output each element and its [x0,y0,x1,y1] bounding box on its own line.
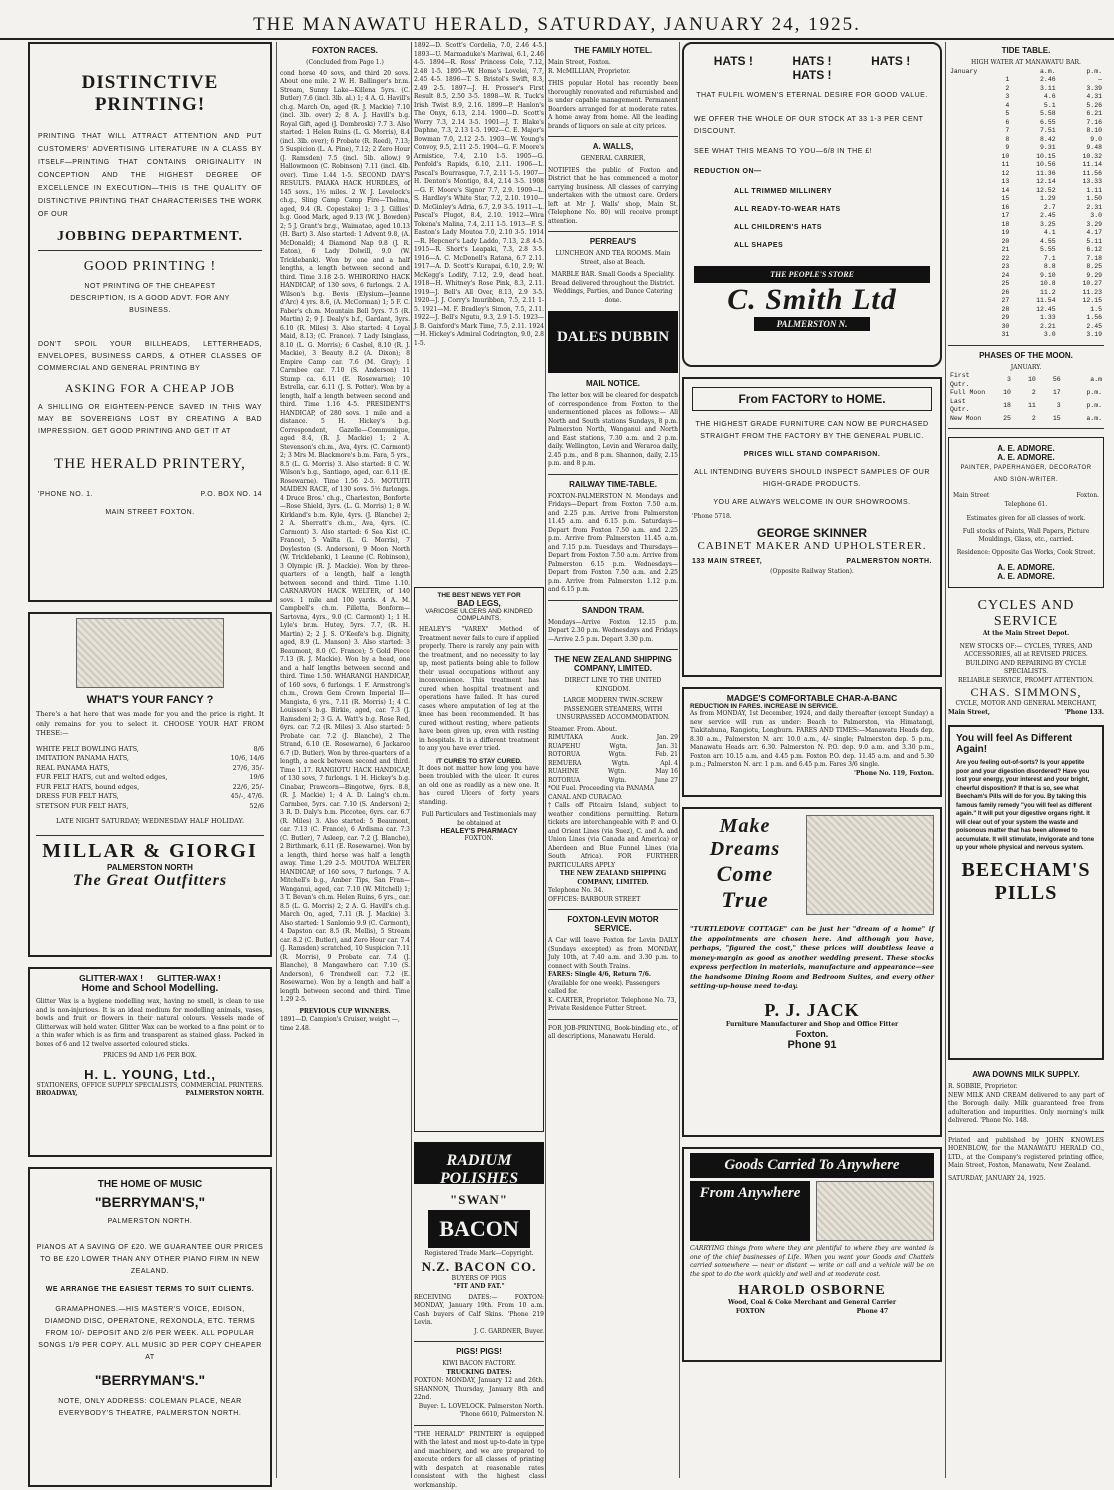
printery-address: MAIN STREET FOXTON. [38,507,262,519]
cup-winners-list: 1892—D. Scott's Cordelia, 7.0, 2.46 4-5. 1893—U. Marmaduke's Mariwai, 6.1, 2.46 4-5. 1894—R. Ross' Princess Cole, 7.12, 2.48 1-5. 1895—W. Home's Lovelei, 7.7, 2.45 4-5. 1896—T. S. Bristol's Swift, 8.3, 2.49 2-5. 1897—J. H. Prosser's First Result 8.5, 2.50 3-5. 1898—W. R. Tuck's Irish Twist 8.9, 2.16. 1899—P. Hanlon's The Onyx, 6.13, 2.14. 1900—D. Scott's Worry 7.3, 2.14 3-5. 1901—J. T. Blake's Daphne, 7.3, 2.13 1-5. 1902—C. E. Major's Bowman 7.0, 2.12 2-5. 1903—W. Young's Convoy, 9.5, 2.11 2-5. 1904—G. F. Moore's Armistice, 7.4, 2.10 1-5. 1905—G. Penfold's Rapids, 6.10, 2.11. 1906—L. Pascal's Bourrasque, 7.7, 2.11 1-5. 1907—H. Denton's Montigo, 8.4, 2.14 3-5. 1908—G. F. Moore's Signor 7.7, 2.9. 1909—L. S. Hardley's White Star, 7.2, 2.10. 1910—D. McGinley's Adria, 6.7, 2.9 3-5. 1911—L. Pascal's Plugot, 8.4, 2.10. 1912—Wira Tokena's Malina, 7.4, 2.11 1-5. 1913—F. S. Easton's Lady Moutoa 7.0, 2.10 3-5. 1914—R. Hepcner's Lady Laddo, 7.13, 2.8 4-5. 1915—R. Short's Leapaki, 7.3, 2.8 3-5. 1916—A. C. McDonell's Ratana, 6.7 2.11. 1917—A. D. Scott's Kurapai, 6.10, 2.9; W. McKegg's Lodify, 7.12, 2.9, dead heat. 1918—H. Whitney's Rose Pink, 8.3, 2.11. 1919—J. Bell's All Over, 8.13, 2.9 3-5. 1920—J. J. Corry's Imuribbon, 7.5, 2.11 1-5. 1921—M. F. Bradley's Simon, 7.5, 2.11. 1922—J. Bell's Ngutu, 9.3, 2.9 1-5. 1923—J. B. Gaixford's Mark Time, 7.5, 2.11. 1924—H. Hickey's Admiral Codrington, 9.0, 2.8 1-5. [414,42,544,587]
moon-row: New Moon 25 2 15 a.m. [948,415,1104,424]
osborne-advert [682,1147,942,1362]
cycles-title: CYCLES AND SERVICE [948,598,1104,630]
dreams-line-2: Come True [690,861,800,913]
jobbing-heading: JOBBING DEPARTMENT. [38,229,262,245]
carrying-text: CARRYING things from where they are plentiful to where they are wanted is one of the chief businesses of Life. When you want your Goods and Chattels carried somewhere — near or distant — write or call and a vehicle will be on the spot to do the work quickly and well and at moderate cost. [690,1245,934,1279]
column-2 [280,42,410,1478]
cycles-reliable: RELIABLE SERVICE, PROMPT ATTENTION. [948,677,1104,686]
gardner-text: J. C. GARDNER, Buyer. [414,1328,544,1337]
ship-row: RIMUTAKA Auck. Jan. 29 [548,734,678,743]
printery-phone: 'PHONE NO. 1. [38,489,93,501]
glitter-body: Glitter Wax is a hygiene modelling wax, having no smell, is clean to use and is non-injurious. It is an ideal medium for modelling animals, vases, bowls and fruit or flowers in their natural colours. Vessels made of Glitterwax will hold water. Glitter Wax can be worked to a fine point or to a thin wafer which is as firm and transparent as stained glass. Packed in boxes of 6 and 12 twelve assorted coloured sticks. [36,998,264,1049]
column-1 [28,42,272,1478]
tide-row: 27 11.54 12.15 [948,297,1104,306]
moon-month: JANUARY. [948,364,1104,373]
printing-advert [28,42,272,602]
swan-bacon-advert [414,1192,544,1336]
hotel-title: THE FAMILY HOTEL. [548,46,678,55]
tide-row: 10 10.15 10.32 [948,153,1104,162]
beechams-pills-logo: BEECHAM'S PILLS [956,859,1096,905]
osborne-name: HAROLD OSBORNE [690,1283,934,1299]
admore-address-town: Foxton. [1076,492,1099,501]
particulars-text: Full Particulars and Testimonials may be obtained at [419,811,539,828]
dales-dubbin-logo: DALES DUBBIN [548,311,678,373]
cures-body: It does not matter how long you have been troubled with the ulcer. It cures an old one as readily as a new one. It has cured Ulcers of forty years standing. [419,765,539,808]
moon-row: Full Moon 10 2 17 p.m. [948,389,1104,398]
tide-row: 9 9.31 9.48 [948,144,1104,153]
tide-row: 13 12.14 13.33 [948,178,1104,187]
simmons-name: CHAS. SIMMONS, [948,685,1104,700]
simmons-trade: CYCLE, MOTOR AND GENERAL MERCHANT, [948,700,1104,709]
registered-text: Registered Trade Mark—Copyright. [414,1250,544,1259]
column-6 [948,42,1104,1478]
tide-row: 6 6.55 7.16 [948,119,1104,128]
fancy-body: There's a hat here that was made for you and the price is right. It only remains for you to select it. CHOOSE YOUR HAT FROM THESE:— [36,710,264,739]
osborne-phone: Phone 47 [857,1308,889,1317]
perreau-name: PERREAU'S [548,237,678,246]
column-4 [548,42,678,1478]
lovelock-text: Buyer: L. LOVELOCK. Palmerston North. 'Phone 6610, Palmerston N. [414,1403,544,1420]
printing-body: PRINTING THAT WILL ATTRACT ATTENTION AND PUT CUSTOMERS' ADVERTISING LITERATURE IN A CLASS BY ITSELF—PRINTING THAT CONTAINS ORIGINALITY IN CONCEPTION AND THE HIGHEST DEGREE OF EXCELLENCE IN EXECUTION—THIS IS THE QUALITY OF DISTINCTIVE PRINTING THAT CHARACTERISES THE WORK OF OUR [38,130,262,221]
column-rule [945,42,946,1478]
tide-table-subtitle: HIGH WATER AT MANAWATU BAR. [948,59,1104,68]
tide-row: 20 4.55 5.11 [948,238,1104,247]
jack-trade: Furniture Manufacturer and Shop and Office Fitter [690,1021,934,1030]
glitter-subtitle: Home and School Modelling. [36,983,264,994]
jack-town: Foxton. [690,1029,934,1039]
fares-sub: (Available for one week). Passengers called for. [548,980,678,997]
printery-pobox: P.O. BOX NO. 14 [201,489,262,501]
varicose-heading: VARICOSE ULCERS AND KINDRED COMPLAINTS. [419,608,539,622]
intending-buyers: ALL INTENDING BUYERS SHOULD INSPECT SAMPLES OF OUR HIGH-GRADE PRODUCTS. [692,467,932,491]
skinner-address-street: 133 MAIN STREET, [692,556,762,568]
berrymans-town: PALMERSTON NORTH. [36,1216,264,1228]
hat-price-row: FUR FELT HATS, bound edges, 22/6, 25/- [36,783,264,793]
hat-illustration [76,618,224,688]
turtledove-text: "TURTLEDOVE COTTAGE" can be just her "dream of a home" if the appointments are chosen here. And although you have, perhaps, "figured the cost," these prices will doubtless leave a money-margin as good as another wedding present. These stocks express perfection in materials, manufacture and appearance—see the handsome Dining Room and Bedroom Suites, and every other setting-up-house need to-day. [690,925,934,992]
skinner-phone: 'Phone 5718. [692,513,932,522]
jack-phone: Phone 91 [690,1039,934,1051]
reduction-item: ALL CHILDREN'S HATS [734,222,930,234]
pharmacy-name: HEALEY'S PHARMACY [419,828,539,835]
tide-row: 24 9.10 9.29 [948,272,1104,281]
bacon-logo: BACON [428,1210,530,1248]
hat-price-row: WHITE FELT BOWLING HATS, 8/6 [36,745,264,755]
healeys-advert [414,587,544,1132]
madge-phone: 'Phone No. 119, Foxton. [690,770,934,779]
walls-name: A. WALLS, [548,142,678,151]
skinner-trade: CABINET MAKER AND UPHOLSTERER. [692,540,932,552]
buyers-text: BUYERS OF PIGS [414,1275,544,1284]
ship-row: RUAPEHU Wgtn. Jan. 31 [548,743,678,752]
factory-heading: From FACTORY to HOME. [692,387,932,411]
column-5 [682,42,942,1478]
tide-row: 1 2.46 — [948,76,1104,85]
admore-name-4: A. E. ADMORE. [953,572,1099,581]
tide-row: 4 5.1 5.26 [948,102,1104,111]
shipping-offices: OFFICES: BARBOUR STREET [548,896,678,905]
previous-cup-body: 1891—D. Campion's Cruiser, weight —, time 2.48. [280,1016,410,1033]
races-subtitle: (Concluded from Page 1.) [280,59,410,68]
beechams-headline: You will feel As Different Again! [956,733,1096,755]
shipping-telephone: Telephone No. 34. [548,887,678,896]
reduction-item: ALL TRIMMED MILLINERY [734,186,930,198]
tide-row: 25 10.8 10.27 [948,280,1104,289]
hats-4: HATS ! [694,68,930,82]
printery-name: THE HERALD PRINTERY, [38,456,262,473]
hats-2: HATS ! [792,54,831,68]
publisher-imprint: Printed and published by JOHN KNOWLES HOENBLOW, for the MANAWATU HERALD CO., LTD., at the Company's registered printing office, Main Street, Foxton, Manawatu, New Zealand. [948,1137,1104,1171]
goods-carried-banner: Goods Carried To Anywhere [690,1153,934,1178]
ship-row: ROTORUA Wgtn. June 27 [548,777,678,786]
direct-line-text: DIRECT LINE TO THE UNITED KINGDOM. [548,677,678,694]
berrymans-note: NOTE, ONLY ADDRESS: COLEMAN PLACE, NEAR EVERYBODY'S THEATRE, PALMERSTON NORTH. [36,1396,264,1420]
cheap-job-heading: ASKING FOR A CHEAP JOB [38,381,262,396]
hats-offer: WE OFFER THE WHOLE OF OUR STOCK AT 33 1-3 PER CENT DISCOUNT. [694,114,930,138]
mail-notice-body: The letter box will be cleared for despatch of correspondence from Foxton to the undermentioned places as follows:— All North and South stations Sundays, 8 p.m. Palmerston North, Wanganui and North and East stations, 7.30 a.m. and 2 p.m. daily. Wellington, Levin and Weraroa daily, 2.45 p.m., and 8 p.m. Shannon, daily, 2.15 p.m. and 8 p.m. [548,392,678,469]
ship-notes: †Calls off Pitcairn Island, subject to weather conditions permitting. Return tickets are interchangeable with P. and O. and Orient Lines (via Suez), C. and A. and Union Lines (via Canada and America) or Aberdeen and Blue Funnel Lines (via South Africa). FOR FURTHER PARTICULARS APPLY [548,802,678,870]
cycles-depot: At the Main Street Depot. [948,630,1104,639]
column-rule [545,42,546,1478]
trucking-body: FOXTON: MONDAY, January 12 and 26th. SHANNON, Thursday, January 8th and 22nd. [414,1377,544,1403]
music-title: THE HOME OF MUSIC [36,1179,264,1190]
hat-price-list [36,745,264,812]
marble-bar-text: MARBLE BAR. Small Goods a Speciality. Bread delivered throughout the District. Weddings, Parties, and Dance Catering done. [548,271,678,305]
hat-price-row: REAL PANAMA HATS, 27/6, 35/- [36,764,264,774]
tide-row: 21 5.55 6.12 [948,246,1104,255]
sobbie-text: R. SOBBIE, Proprietor. [948,1083,1104,1092]
hat-price-row: DRESS FUR FELT HATS, 45/-, 47/6. [36,792,264,802]
tide-row: 31 3.0 3.19 [948,331,1104,340]
hats-fulfil: THAT FULFIL WOMEN'S ETERNAL DESIRE FOR GOOD VALUE. [694,90,930,102]
young-address-street: BROADWAY, [36,1090,77,1099]
cycles-body: NEW STOCKS OF:— CYCLES, TYRES, AND ACCESSORIES, all at REVISED PRICES. BUILDING AND REPAIRING BY CYCLE SPECIALISTS. [948,643,1104,677]
column-rule [276,42,277,1478]
admore-telephone: Telephone 61. [953,501,1099,510]
tide-row: 23 8.8 8.25 [948,263,1104,272]
hat-price-row: STETSON FUR FELT HATS, 52/6 [36,802,264,812]
receiving-dates: RECEIVING DATES:— FOXTON: MONDAY, January 19th. From 10 a.m. Cash buyers of Calf Skins. 'Phone 219 Levin. [414,1294,544,1328]
herald-printery-text: "THE HERALD" PRINTERY is equipped with the latest and most up-to-date in type and machinery, and we are prepared to execute orders for all classes of printing with despatch at reasonable rates consistent with the highest class workmanship. [414,1431,544,1490]
jack-name: P. J. JACK [690,1000,934,1021]
simmons-address: Main Street, [948,709,990,718]
nz-bacon-name: N.Z. BACON CO. [414,1259,544,1275]
kiwi-bacon-text: KIWI BACON FACTORY. [414,1360,544,1369]
madge-advert [682,687,942,797]
luncheon-text: LUNCHEON AND TEA ROOMS. Main Street, also at Beach. [548,250,678,267]
imprint-date: SATURDAY, JANUARY 24, 1925. [948,1175,1104,1184]
masthead: THE MANAWATU HERALD, SATURDAY, JANUARY 24, 1925. [0,0,1114,40]
berrymans-big: "BERRYMAN'S." [36,1372,264,1388]
column-rule [679,42,680,1478]
berrymans-name: "BERRYMAN'S," [36,1194,264,1210]
levin-service-title: FOXTON-LEVIN MOTOR SERVICE. [548,915,678,933]
reduction-item: ALL READY-TO-WEAR HATS [734,204,930,216]
healeys-body: HEALEY'S "VAREX" Method of Treatment never fails to cure if applied properly. There is rarely any pain with the treatment, and no necessity to lay up, most patients being able to follow their usual occupations without any inconvenience. This treatment has cured when hospital treatment and operations have failed. It has cured cases where amputation of leg at the knee has been recommended. It has cured without resting, where patients have been given up, even with resting in hospitals. It is a different treatment to any you have ever tried. [419,626,539,754]
tide-row: 14 12.52 1.11 [948,187,1104,196]
races-results: cond horse 40 sovs, and third 20 sovs. About one mile. 2 W. H. Ballinger's br.m. Stream, Sunny Lake—Killena 5yrs. (C. Butler) 7.6 (incl. 3lb. al.) 1; 4 A. G. Havill's ch.g. March On, aged (R. J. Mackie) 7.10 (incl. 3lb. over) 2; 8 A. J. Havill's b.g. Royal Gift, aged (J. Dombroski) 7.7 3. Also started: 1 Helen Ruins (L. G. Morris), 8.4 (incl. 3lb. over); 6 Probate (R. Reed), 7.13; 5 Suspicion (L. A. Pine), 7.12; 2 Zero Hour (J. Ramsden) 7.5 (incl. 5lb. allow.) 9 Hallowmoon (C. Robinson) 7.11 (incl. 4lb. over). Time 1.44 1-5. SECOND DAY'S RESULTS. PAIAKA HACK HURDLES, of 145 sovs., 1½ miles. 2 W. J. Levelock's ch.g., Sling Camp Camp Fire—Thelma, aged, 9.4 (R. Copestake) 1; 3 J. Gillies' b.g. Good Mark, aged 9.13 (W. J. Bowden) 2; 5 J. Grant's br.g., Waimatao, aged 10.13 (H. Bart) 3. Also started: 1 Advent 9.8, (A. McDonald); 4 Diamond Nap 9.8 (J. R. Eaton), 6 Lady Dolwill, 9.0 (W. Tricklebank). Won by one and a half lengths, a length between second and third. Time 3.18 2-5. WHIRORINO HACK HANDICAP, of 130 sovs, 6 furlongs. 2 A. Wilson's b.g. Bevis (Elysium—Jeanne d'Arc) 4 yrs. 8.6, (A. McCorman) 1; 5 F. C. Faber's ch.m. Mountain Bell 5yrs. 7.5 (R. Martin) 2; 9 J. Dealy's b.f., Gardant, 3yrs. 6.10 (R. Miles) 3. Also started: 4 Loyal Maid, 8.13; (C. France). 7 Lady Isinglass, 8.10 (L. G. Morris); 6 Cashel, 8.10 (R. J. Mackie), 3 Beauty 8.2 (A. Dixon); 8 Empire Camp car. 7.6 (M. Gray); 1 Carmbee car. 7.10 (S. Anderson) 11 Stump ca. 6.11 (E. Rosewarne); 10 Estrella, car. 6.11 (J. S. Potter). Won by a length, half a length between second and third. Time 1.16 4-5. PRESIDENT'S HANDICAP, of 280 sovs. 1 mile and a distance. 5 H. Hickey's b.g. Correspondent, Gazelle—Communique, aged 8.4, (R. J. Mackie) 1; 2 A. Stevenson's ch.m., Ava, 4yrs. (C. Carmont) 2; 3 Mrs M. Blackmore's b.m. Fara, 5 yrs., 8.5 (L. G. Morris) 3. Also started: 8 C. W. Wilson's b.g., Santiago, aged, car. 6.11 (E. Rosewarne). Time 1.56 2-5. MOTUITI MAIDEN RACE, of 130 sovs. 5½ furlongs. 4 Druce Bros.' ch.g., Charleston, Bonforte—Rose Shield, 3yrs. (L. G. Morris) 1; 8 W. Kirkland's b.m. Kyle, 4yrs. (J. Blanche) 2; 2 A. Sherratt's ch.m., Ava, 4yrs. (C. Carmont) 3. Also started: 6 Sea Kist (C. France), 5 Vailta (L. G. Morris), 7 Doyleston (S. Anderson), 9 Moon North (W. Tricklebank), 1 Leaune (C. Robinson), 3 Olympic (R. J. Mackie). Won by three-quarters of a length, half a length between second and third. Time 1.10. CARNARVON HACK WELTER, of 140 sovs. 1 mile and 100 yards. 4 A. M. Campbell's ch.m. Filletta, Bonform—Sartovna, 4yrs., 9.0 (C. Carmont) 1; 1 H. Lyle's br.m. Hutey, 5yrs. 7.7, (R. H. Martin) 2; 2 J. S. O'Keefe's b.g. Dignity, aged, 8.9 (L. Manson) 3. Also started: 3 Beaumont, 8.0 (C. France); 5 Gold Piece 7.13 (R. J. Mackie). Won by a head, one and a half lengths between second and third. Time 1.50. WHARANGI HANDICAP, of 160 sovs, 6 furlongs. 1 F. Armstrong's ch.m., Crown Gem Crown Imperial II—Mangista, 6 yrs., 7.11 (R. Morris) 1; 4 C. Louisson's b.g. Birkie, aged, car. 7.3 (J. Ramsden) 2; 3 G. A. Watt's b.g. Rose Red, 6yrs. car. 7.2 (R. Miles) 3. Also started: 5 Probate car. 7.2 (J. Blanche), 2 The Strand, 6.10 (E. Rosewarne), 6 Jackaroo 6.7 (D. Butler). Won by three-quarters of a length, a neck between second and third. Time 1.17. RANGIOTU HACK HANDICAP, of 130 sovs, 7 furlongs. 1 H. Hickey's b.g. Cinabar, Prawcorn—Bingotwe, 6yrs. 8.8, (R. J. Mackie) 1; 4 A. D. Laing's ch.m. Carmbee, 5yrs. car. 7.10 (S. Anderson) 2; 3 R. D. Daly's b.m. Piccotee, 6yrs. car. 6.7 (R. Miles) 3. Also started: 5 Beaumont, car. 7.13 (C. France), 6 Ardisma car. 7.3 (C. Butler), 7 Asleep, car. 7.2 (J. Blanche), 2 Birthmark, 6.11 (E. Rosewarne). Won by a length, third horse was half a length away. Time 1.29 2-5. MOUTOA WELTER HANDICAP, of 160 sovs, 7 furlongs. 7 A. Mitchell's b.g., Amber Tips, San Fran—Wanganui, aged, car. 7.10 (W. Mitchell) 1; 3 T. Bevan's ch.m. Helen Ruins, 6 yrs., car. 8.5 (L. G. Morris) 2; 2 A. G. Havill's ch.g. March On, aged, 7.11 (R. J. Mackie) 3. Also started: 1 Sanlomio 9.9 (C. Carmont), 4 Dapston car. 8.5 (R. Mellis), 5 Stream car. 8.2 (C. Butler), and Zero Hour car. 7.4 (J. Ramsden) scratched, 10 Suspicion 7.11 (R. Morris), 9 Probate car. 7.4 (J. Blanche), 8 Mangawhero car. 7.10 (S. Anderson), 6 Trendwell car. 7.2 (E. Rosewarne). Won by a length and half a length between second and third. Time 1.29 2-5. [280,70,410,1005]
glitter-title: GLITTER-WAX ! GLITTER-WAX ! [36,973,264,983]
hats-advert [28,612,272,957]
admore-name-2: A. E. ADMORE. [953,453,1099,462]
jack-advert [682,807,942,1137]
cottage-illustration [806,815,934,915]
tide-table [948,68,1104,340]
osborne-trade: Wood, Coal & Coke Merchant and General Carrier [690,1299,934,1308]
admore-address-street: Main Street [953,492,989,501]
cures-heading: IT CURES TO STAY CURED. [419,758,539,765]
late-night-text: LATE NIGHT SATURDAY; WEDNESDAY HALF HOLIDAY. [36,817,264,827]
races-title: FOXTON RACES. [280,46,410,55]
milk-body: NEW MILK AND CREAM delivered to any part of the Borough daily. Milk guaranteed free from adulteration and impurities. Only morning's milk delivered. 'Phone No. 148. [948,1092,1104,1126]
hotel-proprietor: R. McMILLIAN, Proprietor. [548,68,678,77]
reduction-heading: REDUCTION ON— [694,166,930,178]
hats-3: HATS ! [871,54,910,68]
tide-row: 7 7.51 8.10 [948,127,1104,136]
railway-body: FOXTON-PALMERSTON N. Mondays and Fridays—Depart from Foxton 7.50 a.m. and 2.25 p.m. Arrive from Palmerston 11.45 a.m. and 6.15 p.m. Saturdays—Depart from Foxton 7.50 a.m. and 2.25 p.m. Arrive from Palmerston 11.45 a.m. and 7.15 p.m. Tuesdays and Thursdays—Depart from Foxton 7.50 a.m. Arrive from Palmerston 6.15 p.m. Wednesdays—Depart from Foxton 7.50 a.m. and 2.25 p.m. Arrive from Palmerston 1.12 p.m. and 6.15 p.m. [548,493,678,595]
nz-shipping-title-2: THE NEW ZEALAND SHIPPING COMPANY, LIMITED. [548,870,678,887]
tide-row: 22 7.1 7.18 [948,255,1104,264]
madge-subtitle: REDUCTION IN FARES. INCREASE IN SERVICE. [690,703,934,710]
tide-table-title: TIDE TABLE. [948,46,1104,55]
tide-row: 12 11.36 11.56 [948,170,1104,179]
young-subtitle: STATIONERS, OFFICE SUPPLY SPECIALISTS, COMMERCIAL PRINTERS. [36,1082,264,1091]
hat-price-row: IMITATION PANAMA HATS, 10/6, 14/6 [36,754,264,764]
tide-row: 2 3.11 3.39 [948,85,1104,94]
column-rule [411,42,412,1478]
trucking-heading: TRUCKING DATES: [414,1369,544,1378]
berrymans-advert [28,1167,272,1487]
column-3 [414,42,544,1478]
horse-cart-illustration [816,1181,934,1241]
shilling-text: A SHILLING OR EIGHTEEN-PENCE SAVED IN THIS WAY MAY BE SOVEREIGNS LOST BY CREATING A BAD IMPRESSION. GET GOOD PRINTING AND GET IT AT [38,402,262,438]
berrymans-gramaphones: GRAMAPHONES.—HIS MASTER'S VOICE, EDISON, DIAMOND DISC, OPERATONE, REXONOLA, ETC. TERMS FROM 10/- DEPOSIT AND 2/6 PER WEEK. ALL POPULAR SONGS 1/9 PER COPY. ALL MUSIC 3D PER COPY CHEAPER AT [36,1304,264,1364]
admore-residence: Residence: Opposite Gas Works, Cook Street. [953,549,1099,558]
fit-fat-text: "FIT AND FAT." [414,1283,544,1292]
glitter-prices: PRICES 9d AND 1/6 PER BOX. [36,1052,264,1061]
job-printing-text: FOR JOB-PRINTING, Book-binding etc., of all descriptions, Manawatu Herald. [548,1025,678,1042]
printing-title: DISTINCTIVE PRINTING! [38,72,262,116]
moon-table [948,372,1104,423]
swan-title: "SWAN" [414,1192,544,1208]
beechams-advert [948,725,1104,1060]
tide-row: 17 2.45 3.0 [948,212,1104,221]
sandon-body: Mondays—Arrive Foxton 12.15 p.m. Depart 2.30 p.m. Wednesdays and Fridays—Arrive 2.5 p.m. Depart 3.30 p.m. [548,619,678,645]
hats-1: HATS ! [714,54,753,68]
sandon-title: SANDON TRAM. [548,606,678,615]
hotel-body: THIS popular Hotel has recently been thoroughly renovated and refurnished and is under capable management. Permanent Boarders arranged for at moderate rates. A home away from home. All the leading brands of liquors on sale at city prices. [548,80,678,131]
tide-row: 15 1.29 1.50 [948,195,1104,204]
ships-header: Steamer. From. About. [548,726,678,735]
moon-row: First Qutr. 3 10 56 a.m [948,372,1104,389]
moon-row: Last Qutr. 18 11 3 p.m. [948,398,1104,415]
previous-cup-heading: PREVIOUS CUP WINNERS. [280,1008,410,1017]
simmons-phone: 'Phone 133. [1064,709,1104,718]
tide-row: 28 12.45 1.5 [948,306,1104,315]
railway-title: RAILWAY TIME-TABLE. [548,480,678,489]
ship-row: RUAHINE Wgtn. May 16 [548,768,678,777]
hat-price-row: FUR FELT HATS, cut and welted edges, 19/6 [36,773,264,783]
moon-phases-title: PHASES OF THE MOON. [948,351,1104,360]
tide-row: 29 1.33 1.56 [948,314,1104,323]
mail-notice-title: MAIL NOTICE. [548,379,678,388]
young-name: H. L. YOUNG, Ltd., [36,1067,264,1082]
walls-body: NOTIFIES the public of Foxton and District that he has commenced a motor carrying business. All classes of carrying undertaken with the utmost care. Orders left at Mr J. Walls' shop, Main St. (Telephone No. 80) will receive prompt attention. [548,167,678,227]
tide-row: 11 10.56 11.14 [948,161,1104,170]
ship-row: ROTORUA Wgtn. Feb. 21 [548,751,678,760]
pigs-heading: PIGS! PIGS! [414,1347,544,1356]
skinner-name: GEORGE SKINNER [692,526,932,540]
peoples-store-banner: THE PEOPLE'S STORE [694,266,930,283]
smith-logo: C. Smith Ltd [694,283,930,317]
awa-downs-title: AWA DOWNS MILK SUPPLY. [948,1070,1104,1079]
beechams-body: Are you feeling out-of-sorts? Is your appetite poor and your digestion disordered? Have you lost your energy, your interest and your bright, cheerful disposition? If that is so, see what Beecham's Pills will do for you. By taking this famous family remedy "you will feel as different again." It will put your digestive organs right. It will clear out of your system the waste and poisonous matter that has been allowed to accumulate. It will stimulate, invigorate and tone up your whole physical and nervous system. [956,759,1096,853]
hats-see: SEE WHAT THIS MEANS TO YOU—6/8 IN THE £! [694,146,930,158]
good-printing-body: NOT PRINTING OF THE CHEAPEST DESCRIPTION, IS A GOOD ADVT. FOR ANY BUSINESS. [62,281,238,317]
hats-sale-advert [682,42,942,367]
tide-row: 18 3.25 3.29 [948,221,1104,230]
ship-row: REMUERA Wgtn. Apl. 4 [548,760,678,769]
best-news-heading: THE BEST NEWS YET FOR [419,592,539,599]
admore-name: A. E. ADMORE. [953,444,1099,453]
radium-logo: RADIUM POLISHES [414,1142,544,1184]
tide-table-header: January a.m. p.m. [948,68,1104,77]
from-anywhere-banner: From Anywhere [690,1181,810,1241]
admore-advert [948,437,1104,588]
madge-title: MADGE'S COMFORTABLE CHAR-A-BANC [690,693,934,703]
fancy-title: WHAT'S YOUR FANCY ? [36,694,264,706]
bad-legs-heading: BAD LEGS, [419,599,539,608]
good-printing-title: GOOD PRINTING ! [38,259,262,275]
tide-row: 19 4.1 4.17 [948,229,1104,238]
prices-compare: PRICES WILL STAND COMPARISON. [692,449,932,461]
berrymans-terms: WE ARRANGE THE EASIEST TERMS TO SUIT CLIENTS. [36,1284,264,1296]
tide-row: 30 2.21 2.45 [948,323,1104,332]
hotel-address: Main Street, Foxton. [548,59,678,68]
tide-row: 26 11.2 11.23 [948,289,1104,298]
tide-row: 5 5.58 6.21 [948,110,1104,119]
levin-service-body: A Car will leave Foxton for Levin DAILY (Sundays excepted) as from MONDAY, July 10th, at 7.40 a.m. and 3.30 p.m. to connect with South Trains. [548,937,678,971]
millar-logo: MILLAR & GIORGI PALMERSTON NORTH The Great Outfitters [36,835,264,890]
osborne-town: FOXTON [736,1308,765,1317]
reduction-item: ALL SHAPES [734,240,930,252]
ships-table [548,734,678,785]
young-address-town: PALMERSTON NORTH. [185,1090,264,1099]
oil-fuel-text: *Oil Fuel. Proceeding via PANAMA CANAL AND CURACAO. [548,785,678,802]
admore-name-3: A. E. ADMORE. [953,563,1099,572]
berrymans-pianos: PIANOS AT A SAVING OF £20. WE GUARANTEE OUR PRICES TO BE £20 LOWER THAN ANY OTHER PIANO FIRM IN NEW ZEALAND. [36,1242,264,1278]
pharmacy-town: FOXTON. [419,835,539,844]
skinner-opposite: (Opposite Railway Station). [692,568,932,577]
nz-shipping-title: THE NEW ZEALAND SHIPPING COMPANY, LIMITED. [548,655,678,673]
welcome-text: YOU ARE ALWAYS WELCOME IN OUR SHOWROOMS. [692,497,932,509]
walls-carrier: GENERAL CARRIER, [548,155,678,164]
skinner-advert [682,377,942,677]
factory-body: THE HIGHEST GRADE FURNITURE CAN NOW BE PURCHASED STRAIGHT FROM THE FACTORY BY THE GENERAL PUBLIC. [692,419,932,443]
cycles-advert [948,598,1104,717]
admore-estimates: Estimates given for all classes of work. [953,515,1099,524]
carter-text: K. CARTER, Proprietor. Telephone No. 73, Private Residence Futter Street. [548,997,678,1014]
skinner-address-town: PALMERSTON NORTH. [846,556,932,568]
fares-text: FARES: Single 4/6, Return 7/6. [548,971,678,980]
madge-body: As from MONDAY, 1st December, 1924, and daily thereafter (except Sunday) a new service will run as under: Beach to Palmerston, via Himatangi, Tiakitahuna, Rangiotu, Longburn. FARES AND TIMES:—Manawatu Heads dep. 8.30 a.m., Palmerston N. arr. 10.0 a.m., 4/- single; Palmerston dep. 5 p.m., Manawatu Heads arr. 6.30. Palmerston N. P.O. dep. 9.0 a.m. and 3.30 p.m., Foxton arr. 10.15 a.m. and 4.45 p.m. Foxton P.O. dep. 11.45 a.m. and and 5.30 p.m.; Palmerston N. arr. 1 p.m. and 6.45 p.m. Fares 3/6 single. [690,710,934,770]
tide-row: 16 2.7 2.31 [948,204,1104,213]
spoil-text: DON'T SPOIL YOUR BILLHEADS, LETTERHEADS, ENVELOPES, BUSINESS CARDS, & OTHER CLASSES OF COMMERCIAL AND GENERAL PRINTING BY [38,339,262,375]
tide-row: 8 8.42 9.0 [948,136,1104,145]
dreams-line-1: Make Dreams [690,815,800,861]
admore-stocks: Full stocks of Paints, Wall Papers, Picture Mouldings, Glass, etc., carried. [953,528,1099,545]
admore-trade: PAINTER, PAPERHANGER, DECORATOR AND SIGN-WRITER. [953,462,1099,486]
glitter-wax-advert [28,967,272,1157]
steamers-text: LARGE MODERN TWIN-SCREW PASSENGER STEAMERS, WITH UNSURPASSED ACCOMMODATION. [548,697,678,723]
smith-town: PALMERSTON N. [754,317,870,331]
tide-row: 3 4.6 4.31 [948,93,1104,102]
